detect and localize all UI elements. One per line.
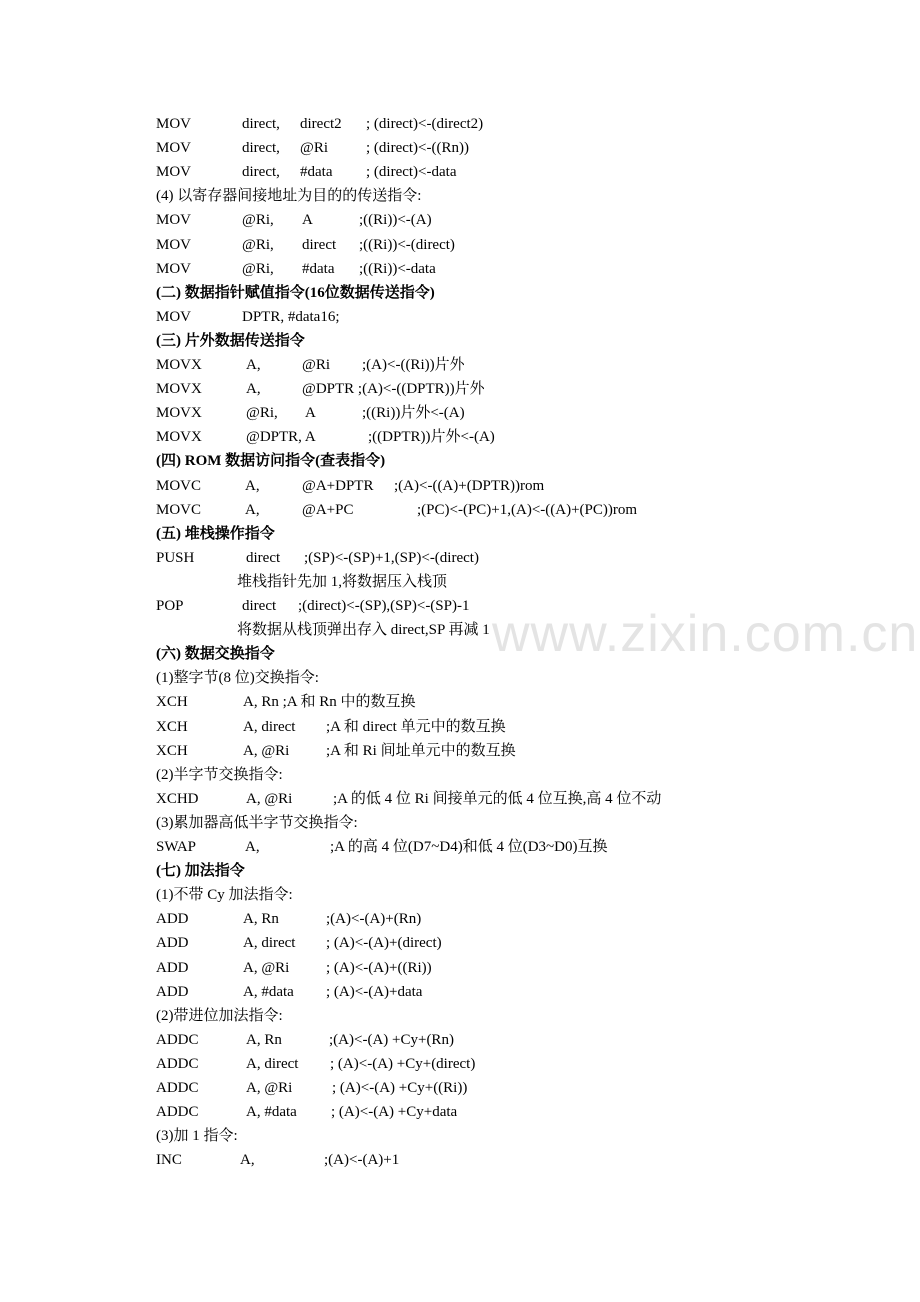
text-cell: ;(A)<-(A)+(Rn) (326, 911, 422, 927)
text-cell: A, (245, 502, 260, 518)
text-cell: MOVX (156, 405, 202, 421)
text-cell: ; (A)<-(A) +Cy+((Ri)) (332, 1080, 468, 1096)
text-cell: direct, (242, 140, 280, 156)
text-cell: XCH (156, 719, 188, 735)
text-cell: INC (156, 1152, 182, 1168)
text-cell: ;(A)<-(A) +Cy+(Rn) (329, 1032, 454, 1048)
text-cell: MOV (156, 237, 192, 253)
text-cell: @A+DPTR (302, 478, 374, 494)
text-cell: ;A 的高 4 位(D7~D4)和低 4 位(D3~D0)互换 (330, 839, 608, 855)
text-cell: direct, (242, 164, 280, 180)
text-cell: (七) 加法指令 (156, 863, 245, 879)
text-cell: A, @Ri (246, 791, 293, 807)
text-cell: A (305, 405, 316, 421)
text-cell: ; (direct)<-(direct2) (366, 116, 484, 132)
text-cell: SWAP (156, 839, 197, 855)
text-cell: (3)累加器高低半字节交换指令: (156, 815, 358, 831)
text-cell: ; (A)<-(A)+((Ri)) (326, 960, 432, 976)
text-cell: MOVX (156, 429, 202, 445)
text-cell: ADDC (156, 1032, 199, 1048)
text-cell: (六) 数据交换指令 (156, 646, 275, 662)
text-cell: (三) 片外数据传送指令 (156, 333, 305, 349)
text-cell: A, (246, 381, 261, 397)
text-cell: MOVX (156, 381, 202, 397)
text-cell: direct2 (300, 116, 342, 132)
text-cell: ;(A)<-((Ri))片外 (362, 357, 465, 373)
text-cell: A, direct (243, 719, 296, 735)
text-cell: ;A 和 Ri 间址单元中的数互换 (326, 743, 516, 759)
text-cell: (二) 数据指针赋值指令(16位数据传送指令) (156, 285, 435, 301)
text-cell: MOV (156, 261, 192, 277)
text-cell: direct (246, 550, 281, 566)
text-cell: @A+PC (302, 502, 354, 518)
text-cell: A, Rn (243, 911, 279, 927)
text-cell: (1)整字节(8 位)交换指令: (156, 670, 319, 686)
text-cell: ADD (156, 960, 189, 976)
text-cell: A, Rn (246, 1032, 282, 1048)
text-cell: MOVC (156, 478, 202, 494)
text-cell: ;((Ri))<-(direct) (359, 237, 455, 253)
text-cell: #data (300, 164, 333, 180)
text-cell: (四) ROM 数据访问指令(查表指令) (156, 453, 386, 469)
text-cell: A, @Ri (243, 743, 290, 759)
text-cell: ;(direct)<-(SP),(SP)<-(SP)-1 (298, 598, 470, 614)
text-cell: XCH (156, 694, 188, 710)
text-cell: A, @Ri (243, 960, 290, 976)
text-cell: MOV (156, 116, 192, 132)
text-cell: (3)加 1 指令: (156, 1128, 238, 1144)
text-cell: ;((Ri))片外<-(A) (362, 405, 465, 421)
text-cell: ; (direct)<-data (366, 164, 457, 180)
text-cell: DPTR, #data16; (242, 309, 340, 325)
text-cell: @Ri (302, 357, 330, 373)
text-cell: @Ri, (242, 237, 274, 253)
text-cell: ADDC (156, 1080, 199, 1096)
text-cell: @DPTR, A (246, 429, 316, 445)
text-cell: A, (240, 1152, 255, 1168)
text-cell: A, (245, 839, 260, 855)
text-cell: ADD (156, 911, 189, 927)
text-cell: A (302, 212, 313, 228)
text-cell: MOV (156, 164, 192, 180)
text-cell: ADD (156, 935, 189, 951)
text-cell: MOV (156, 140, 192, 156)
text-cell: @Ri (300, 140, 328, 156)
text-cell: ; (A)<-(A) +Cy+data (331, 1104, 458, 1120)
text-cell: A, @Ri (246, 1080, 293, 1096)
text-cell: direct (302, 237, 337, 253)
text-cell: A, (246, 357, 261, 373)
text-cell: A, Rn ;A 和 Rn 中的数互换 (243, 694, 416, 710)
text-cell: PUSH (156, 550, 195, 566)
text-cell: MOV (156, 212, 192, 228)
text-cell: A, #data (246, 1104, 297, 1120)
text-cell: XCH (156, 743, 188, 759)
text-cell: ADDC (156, 1056, 199, 1072)
text-cell: A, direct (246, 1056, 299, 1072)
text-cell: ;((Ri))<-data (359, 261, 436, 277)
text-cell: A, (245, 478, 260, 494)
text-cell: (2)带进位加法指令: (156, 1008, 283, 1024)
text-cell: direct, (242, 116, 280, 132)
text-cell: ;((DPTR))片外<-(A) (368, 429, 495, 445)
text-cell: ;A 的低 4 位 Ri 间接单元的低 4 位互换,高 4 位不动 (333, 791, 662, 807)
text-cell: @Ri, (242, 212, 274, 228)
text-cell: POP (156, 598, 184, 614)
text-cell: (五) 堆栈操作指令 (156, 526, 275, 542)
text-cell: ;((Ri))<-(A) (359, 212, 432, 228)
text-cell: MOV (156, 309, 192, 325)
text-cell: (4) 以寄存器间接地址为目的的传送指令: (156, 188, 422, 204)
text-cell: ;(SP)<-(SP)+1,(SP)<-(direct) (304, 550, 479, 566)
text-cell: (1)不带 Cy 加法指令: (156, 887, 293, 903)
text-cell: @Ri, (246, 405, 278, 421)
text-cell: ;(A)<-(A)+1 (324, 1152, 400, 1168)
text-cell: ;A 和 direct 单元中的数互换 (326, 719, 506, 735)
text-cell: 堆栈指针先加 1,将数据压入栈顶 (237, 574, 448, 590)
text-cell: MOVC (156, 502, 202, 518)
text-cell: ;(A)<-((A)+(DPTR))rom (394, 478, 545, 494)
text-cell: XCHD (156, 791, 199, 807)
watermark: www.zixin.com.cn (492, 605, 919, 663)
text-cell: ADDC (156, 1104, 199, 1120)
text-cell: 将数据从栈顶弹出存入 direct,SP 再减 1 (237, 622, 490, 638)
text-cell: MOVX (156, 357, 202, 373)
text-cell: (2)半字节交换指令: (156, 767, 283, 783)
text-cell: @DPTR ;(A)<-((DPTR))片外 (302, 381, 485, 397)
text-cell: ; (A)<-(A)+(direct) (326, 935, 442, 951)
text-cell: @Ri, (242, 261, 274, 277)
text-cell: direct (242, 598, 277, 614)
text-cell: A, direct (243, 935, 296, 951)
text-cell: ADD (156, 984, 189, 1000)
text-cell: ; (direct)<-((Rn)) (366, 140, 469, 156)
text-cell: ; (A)<-(A)+data (326, 984, 423, 1000)
text-cell: A, #data (243, 984, 294, 1000)
text-cell: #data (302, 261, 335, 277)
text-cell: ;(PC)<-(PC)+1,(A)<-((A)+(PC))rom (417, 502, 638, 518)
text-cell: ; (A)<-(A) +Cy+(direct) (330, 1056, 476, 1072)
